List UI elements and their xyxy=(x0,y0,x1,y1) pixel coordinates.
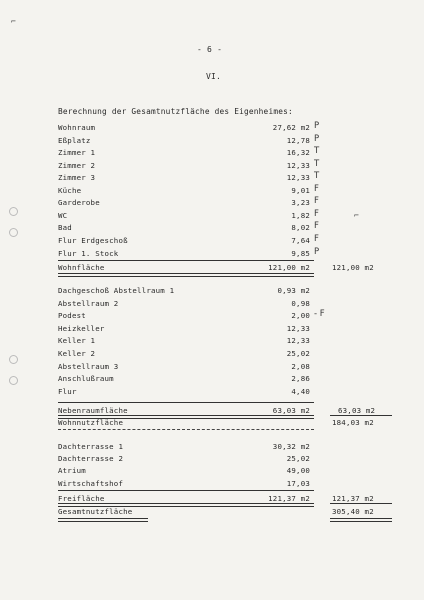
auxiliary-area-total-label: Nebenraumfläche xyxy=(58,406,128,415)
room-area-value: 9,85 xyxy=(291,249,310,258)
auxiliary-area-total-right: 63,03 m2 xyxy=(338,406,376,415)
underline xyxy=(330,503,392,504)
open-area-total-value: 121,37 m2 xyxy=(268,494,310,503)
dashed-rule xyxy=(58,429,314,430)
room-area-value: 0,93 m2 xyxy=(277,286,310,295)
residential-usable-area-value: 184,03 m2 xyxy=(332,418,374,427)
room-label: Anschlußraum xyxy=(58,374,114,383)
room-area-value: 2,08 xyxy=(291,362,310,371)
punch-hole xyxy=(9,355,18,364)
room-area-value: 16,32 xyxy=(286,148,310,157)
room-label: Eßplatz xyxy=(58,136,91,145)
punch-hole xyxy=(9,376,18,385)
total-usable-area-label: Gesamtnutzfläche xyxy=(58,507,133,516)
room-label: Atrium xyxy=(58,466,86,475)
room-label: Flur 1. Stock xyxy=(58,249,119,258)
room-area-value: 25,02 xyxy=(286,454,310,463)
room-area-value: 8,02 xyxy=(291,223,310,232)
total-usable-area-value: 305,40 m2 xyxy=(332,507,374,516)
handwritten-mark: P xyxy=(314,134,320,144)
handwritten-mark: T xyxy=(314,171,320,181)
room-area-value: 12,33 xyxy=(286,161,310,170)
room-label: Garderobe xyxy=(58,198,100,207)
room-label: Zimmer 1 xyxy=(58,148,96,157)
double-underline xyxy=(58,273,314,277)
handwritten-mark: F xyxy=(314,234,319,244)
room-area-value: 2,86 xyxy=(291,374,310,383)
room-area-value: 0,98 xyxy=(291,299,310,308)
underline xyxy=(58,402,314,403)
underline xyxy=(330,415,392,416)
page-number: - 6 - xyxy=(197,45,223,54)
room-area-value: 1,82 xyxy=(291,211,310,220)
handwritten-mark: T xyxy=(314,146,320,156)
room-label: Zimmer 2 xyxy=(58,161,96,170)
room-label: Wirtschaftshof xyxy=(58,479,124,488)
handwritten-mark: T xyxy=(314,159,320,169)
room-area-value: 2,00 xyxy=(291,311,310,320)
room-area-value: 9,01 xyxy=(291,186,310,195)
room-label: Keller 1 xyxy=(58,336,96,345)
punch-hole xyxy=(9,228,18,237)
room-label: Zimmer 3 xyxy=(58,173,96,182)
room-label: Abstellraum 2 xyxy=(58,299,119,308)
room-label: Keller 2 xyxy=(58,349,96,358)
underline xyxy=(58,490,314,491)
corner-mark: ⌐ xyxy=(11,17,16,26)
living-area-total-right: 121,00 m2 xyxy=(332,263,374,272)
room-label: Dachterrasse 2 xyxy=(58,454,124,463)
auxiliary-area-total-value: 63,03 m2 xyxy=(272,406,310,415)
room-label: Flur xyxy=(58,387,77,396)
open-area-total-right: 121,37 m2 xyxy=(332,494,374,503)
room-area-value: 27,62 m2 xyxy=(272,123,310,132)
handwritten-mark: P xyxy=(314,247,320,257)
handwritten-mark: F xyxy=(314,196,319,206)
room-area-value: 25,02 xyxy=(286,349,310,358)
room-label: Bad xyxy=(58,223,72,232)
room-label: Flur Erdgeschoß xyxy=(58,236,128,245)
room-label: Podest xyxy=(58,311,86,320)
room-area-value: 3,23 xyxy=(291,198,310,207)
punch-hole xyxy=(9,207,18,216)
living-area-total-label: Wohnfläche xyxy=(58,263,105,272)
handwritten-mark: P xyxy=(314,121,320,131)
underline xyxy=(58,260,314,261)
room-label: Dachgeschoß Abstellraum 1 xyxy=(58,286,175,295)
double-underline xyxy=(58,518,148,522)
room-area-value: 49,00 xyxy=(286,466,310,475)
room-area-value: 12,33 xyxy=(286,173,310,182)
residential-usable-area-label: Wohnnutzfläche xyxy=(58,418,124,427)
section-heading: VI. xyxy=(206,72,222,81)
handwritten-mark: F xyxy=(314,221,319,231)
room-label: Abstellraum 3 xyxy=(58,362,119,371)
room-label: Heizkeller xyxy=(58,324,105,333)
room-label: Küche xyxy=(58,186,82,195)
handwritten-mark: F xyxy=(314,209,319,219)
room-area-value: 7,64 xyxy=(291,236,310,245)
double-underline xyxy=(330,518,392,522)
living-area-total-value: 121,00 m2 xyxy=(268,263,310,272)
margin-tick: ⌐ xyxy=(354,211,359,220)
room-area-value: 30,32 m2 xyxy=(272,442,310,451)
room-area-value: 12,33 xyxy=(286,336,310,345)
room-label: Dachterrasse 1 xyxy=(58,442,124,451)
document-title: Berechnung der Gesamtnutzfläche des Eigenheimes: xyxy=(58,107,293,116)
room-area-value: 12,33 xyxy=(286,324,310,333)
room-area-value: 12,78 xyxy=(286,136,310,145)
open-area-total-label: Freifläche xyxy=(58,494,105,503)
handwritten-mark: F xyxy=(314,184,319,194)
room-area-value: 4,40 xyxy=(291,387,310,396)
room-label: Wohnraum xyxy=(58,123,96,132)
handwritten-mark: - F xyxy=(314,309,325,319)
room-area-value: 17,03 xyxy=(286,479,310,488)
room-label: WC xyxy=(58,211,68,220)
